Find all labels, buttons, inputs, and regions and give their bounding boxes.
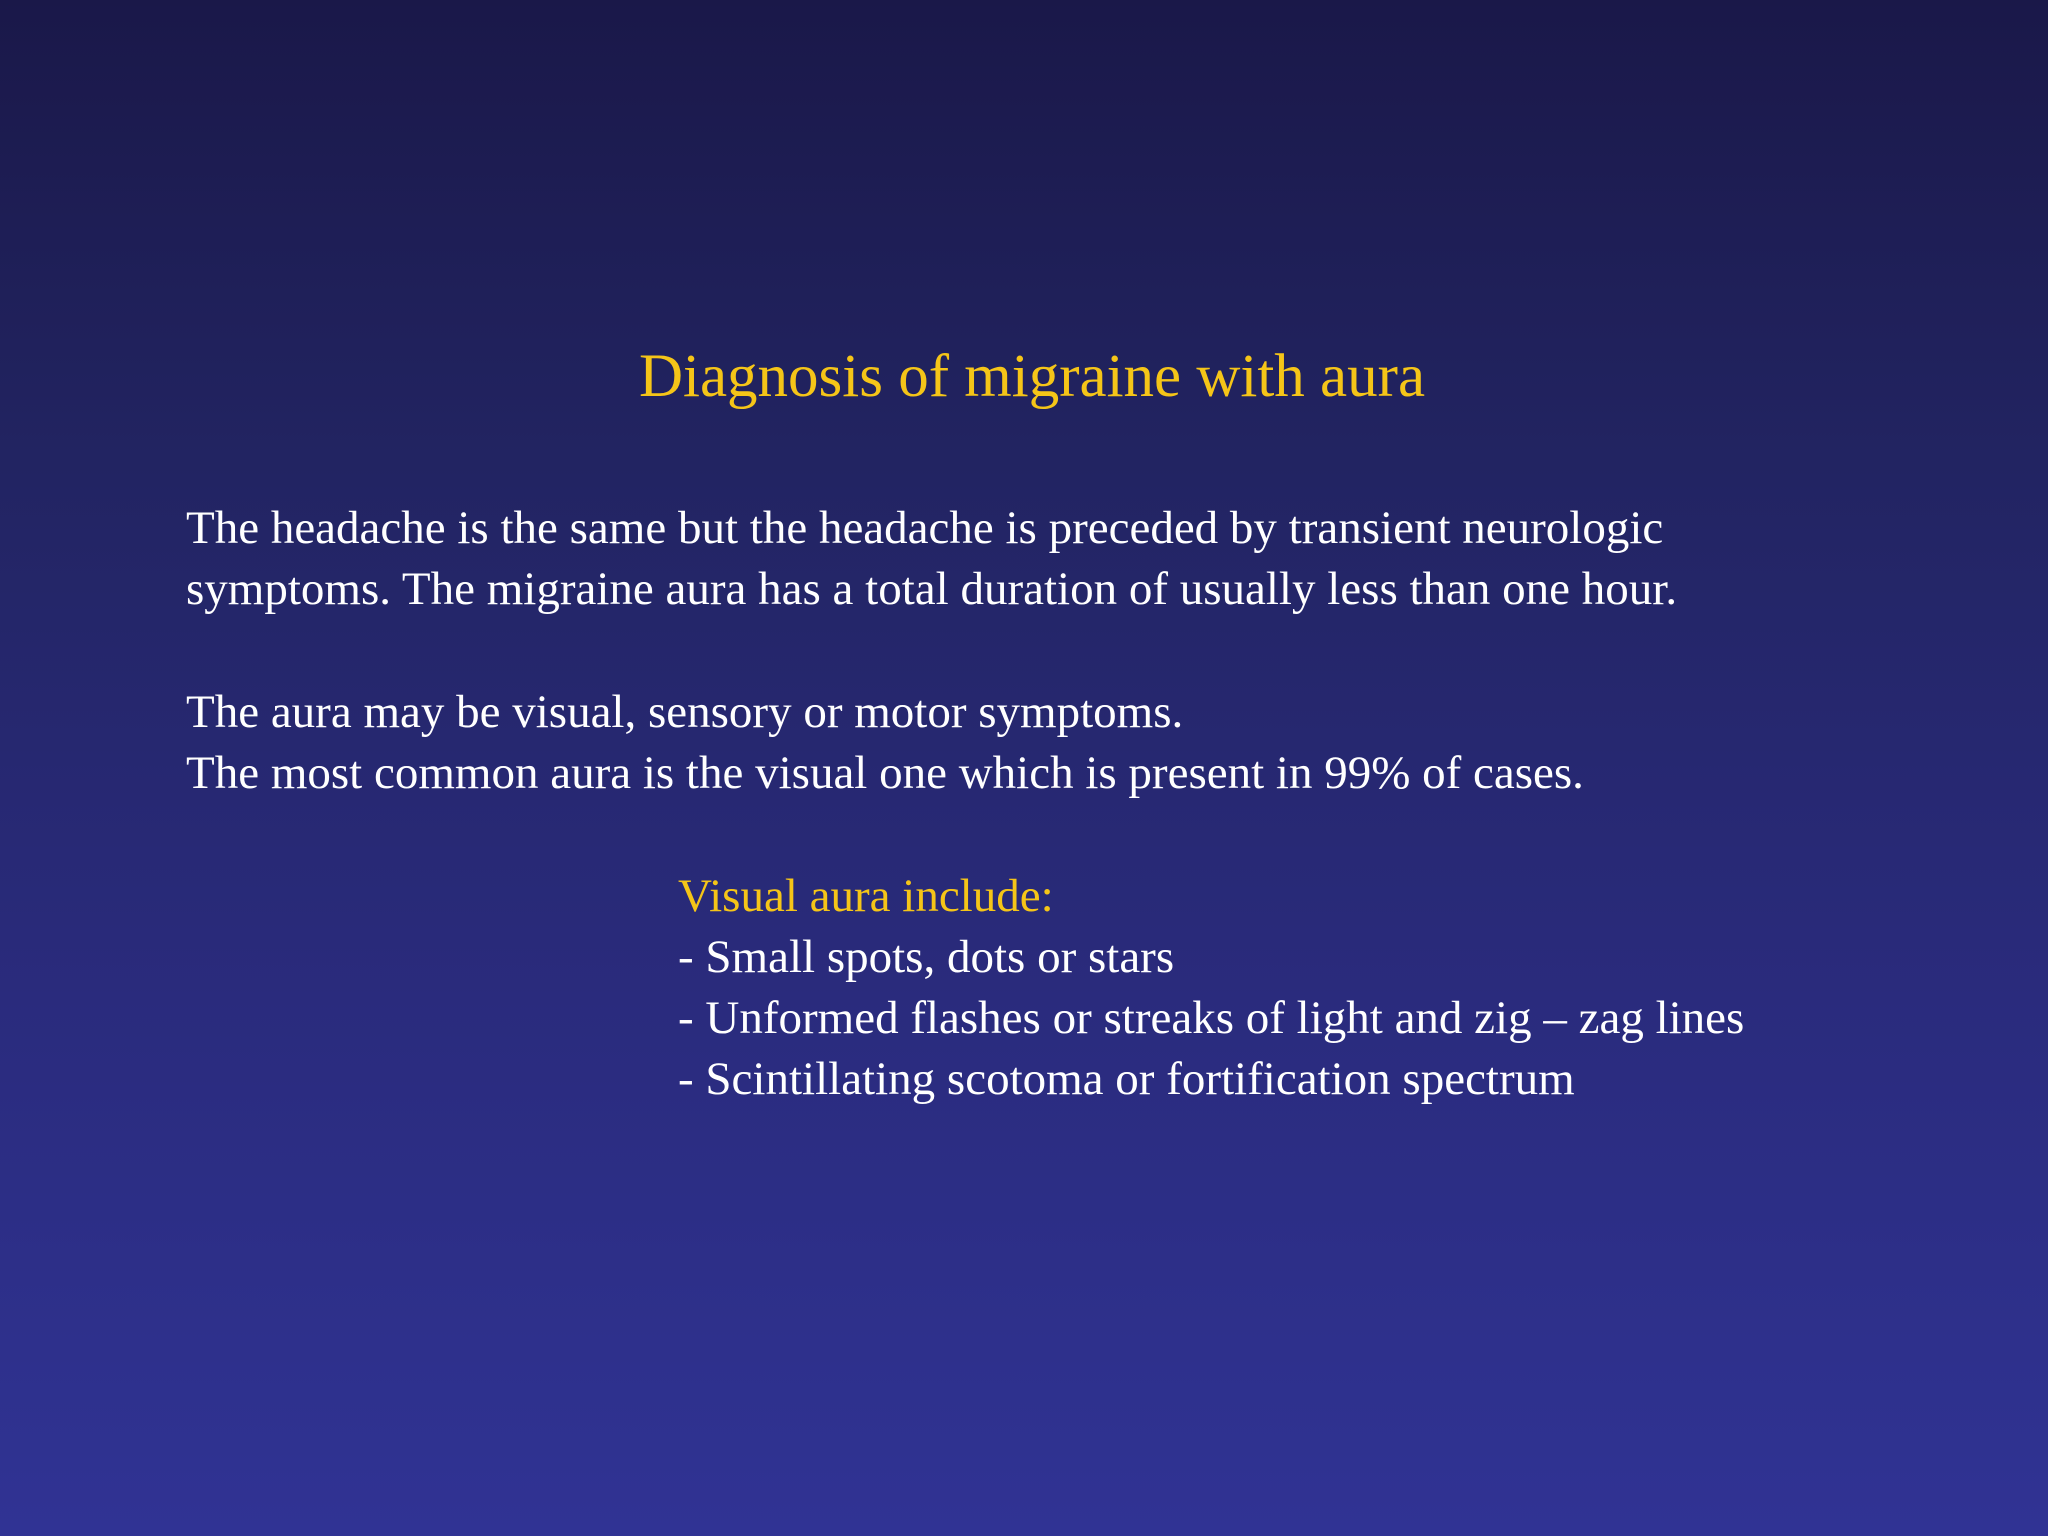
list-item: - Scintillating scotoma or fortification spectrum — [678, 1053, 1575, 1105]
list-item: - Unformed flashes or streaks of light and zig – zag lines — [678, 992, 1745, 1044]
paragraph-line: symptoms. The migraine aura has a total duration of usually less than one hour. — [186, 563, 1678, 615]
visual-aura-list — [678, 927, 1744, 1110]
slide-title: Diagnosis of migraine with aura — [638, 343, 1426, 410]
aura-types-paragraph — [186, 682, 1584, 804]
paragraph-line: The headache is the same but the headache is preceded by transient neurologic — [186, 502, 1664, 554]
visual-aura-section — [678, 866, 1744, 1110]
paragraph-line: The most common aura is the visual one which is present in 99% of cases. — [186, 747, 1584, 799]
visual-aura-heading: Visual aura include: — [678, 870, 1054, 922]
paragraph-line: The aura may be visual, sensory or motor symptoms. — [186, 686, 1184, 738]
intro-paragraph — [186, 498, 1677, 620]
list-item: - Small spots, dots or stars — [678, 931, 1175, 983]
